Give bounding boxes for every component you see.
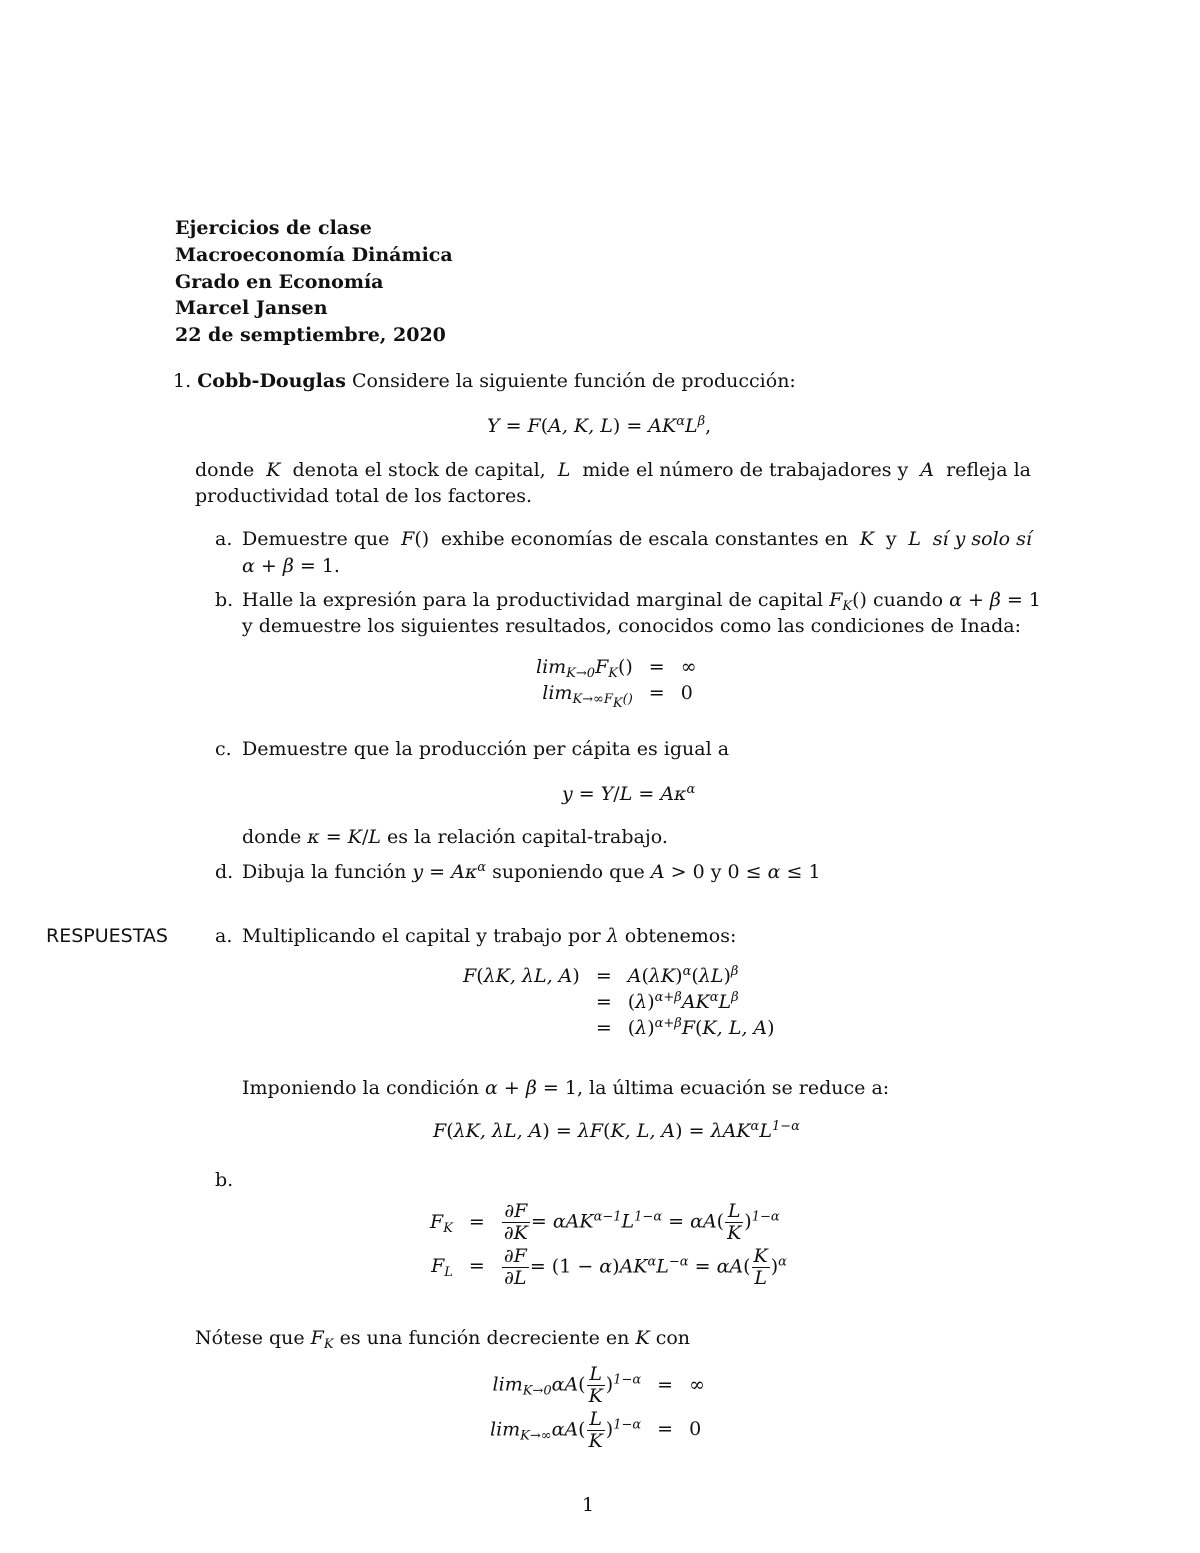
condition-A: A > 0 bbox=[650, 861, 705, 883]
item-d-line bbox=[242, 861, 821, 885]
note-text: con bbox=[655, 1327, 691, 1349]
item-a-text: y bbox=[885, 528, 897, 550]
description-line-1 bbox=[195, 459, 1031, 483]
item-a-text: Demuestre que bbox=[242, 528, 390, 550]
answer-a-label: a. bbox=[215, 925, 233, 947]
desc-word: donde bbox=[195, 459, 255, 481]
item-d-text: Dibuja la función bbox=[242, 861, 407, 883]
question-1-heading bbox=[173, 370, 796, 394]
condition-alpha-beta: α + β = 1 bbox=[485, 1077, 577, 1099]
doc-date: 22 de semptiembre, 2020 bbox=[175, 324, 446, 346]
kappa-definition: κ = K/L bbox=[307, 826, 381, 848]
item-b-label: b. bbox=[215, 589, 234, 611]
item-a-label: a. bbox=[215, 528, 233, 550]
impose-text: , la última ecuación se reduce a: bbox=[576, 1077, 890, 1099]
symbol-K: K bbox=[635, 1327, 650, 1349]
doc-title: Ejercicios de clase bbox=[175, 217, 372, 239]
item-c-label: c. bbox=[215, 738, 232, 760]
item-c-text: es la relación capital-trabajo. bbox=[387, 826, 668, 848]
item-b-text: Halle la expresión para la productividad marginal de capital bbox=[242, 589, 824, 611]
item-a-line-1 bbox=[242, 528, 1032, 552]
item-b-line-1 bbox=[242, 589, 1041, 613]
symbol-lambda: λ bbox=[606, 925, 619, 947]
question-intro: Considere la siguiente función de producción: bbox=[351, 370, 796, 392]
limit-results: $\lim_{K\to 0}\alpha A$( $\frac{L}{K}$ )$^{1-\alpha}$ = ∞ $\lim_{K\to\infty}\alpha A$( $\frac{L}{K}$ )$^{1-\alpha}$ = 0 bbox=[490, 1363, 705, 1452]
item-a-condition: α + β = 1. bbox=[242, 555, 340, 577]
symbol-L: L bbox=[557, 459, 571, 481]
desc-text: denota el stock de capital, bbox=[292, 459, 546, 481]
question-title: Cobb-Douglas bbox=[197, 370, 346, 392]
degree-name: Grado en Economía bbox=[175, 271, 384, 293]
answer-a-text bbox=[242, 925, 736, 949]
inada-conditions: $\lim_{K\to 0}F_K()$ = ∞ $\lim_{K\to\infty F_K()}$ = 0 bbox=[536, 656, 697, 711]
answer-a-text-part: obtenemos: bbox=[624, 925, 737, 947]
item-c-text: Demuestre que la producción per cápita es igual a bbox=[242, 738, 730, 760]
item-c-text: donde bbox=[242, 826, 302, 848]
author-name: Marcel Jansen bbox=[175, 297, 328, 319]
impose-text: Imponiendo la condición bbox=[242, 1077, 479, 1099]
answer-a-text-part: Multiplicando el capital y trabajo por bbox=[242, 925, 601, 947]
question-number: 1. bbox=[173, 370, 192, 392]
production-function-equation: Y = F(A, K, $L) = AK^\alpha L^\beta$, bbox=[487, 414, 712, 437]
note-text: Nótese que bbox=[195, 1327, 305, 1349]
answers-heading: RESPUESTAS bbox=[46, 925, 168, 947]
item-a-emphasis: sí y solo sí bbox=[932, 528, 1032, 550]
desc-text: mide el número de trabajadores y bbox=[582, 459, 909, 481]
symbol-K: K bbox=[266, 459, 281, 481]
note-line bbox=[195, 1327, 690, 1351]
item-d-text: y bbox=[710, 861, 722, 883]
symbol-F: F() bbox=[401, 528, 430, 550]
page-number: 1 bbox=[582, 1494, 595, 1516]
answer-b-label: b. bbox=[215, 1169, 234, 1191]
reduced-equation: F(λK, λL, A) = λF(K, L, $A) = \lambda AK^\alpha L^{1-\alpha}$ bbox=[433, 1119, 800, 1142]
symbol-FK: $F_K()$ bbox=[829, 589, 867, 614]
condition-alpha: 0 ≤ α ≤ 1 bbox=[727, 861, 821, 883]
impose-condition-line bbox=[242, 1077, 889, 1101]
item-b-line-2: y demuestre los siguientes resultados, conocidos como las condiciones de Inada: bbox=[242, 615, 1021, 637]
symbol-K: K bbox=[859, 528, 875, 550]
item-c-where bbox=[242, 826, 668, 850]
item-a-text: exhibe economías de escala constantes en bbox=[440, 528, 849, 550]
item-d-text: suponiendo que bbox=[492, 861, 645, 883]
scaling-derivation: F(λK, λL, A) = $A(\lambda K)^\alpha(\lambda L)^\beta$ = $(\lambda)^{\alpha+\beta}AK^\alpha L^\beta$ = $(\lambda)^{\alpha+\beta}F(K$, L, A) bbox=[463, 964, 775, 1039]
desc-text: refleja la bbox=[946, 459, 1031, 481]
description-line-2: productividad total de los factores. bbox=[195, 485, 533, 507]
item-d-label: d. bbox=[215, 861, 234, 883]
symbol-L: L bbox=[908, 528, 921, 550]
symbol-FK: $F_K$ bbox=[310, 1327, 334, 1352]
condition-alpha-beta: α + β = 1 bbox=[949, 589, 1041, 611]
note-text: es una función decreciente en bbox=[339, 1327, 630, 1349]
per-capita-equation: $y = Y/L = A\kappa^\alpha$ bbox=[562, 782, 696, 805]
symbol-A: A bbox=[920, 459, 935, 481]
function-y: $y = A\kappa^\alpha$ bbox=[412, 860, 487, 883]
item-b-text: cuando bbox=[872, 589, 944, 611]
marginal-products: $F_K$ = $\frac{\partial F}{\partial K}$ = $\alpha AK^{\alpha-1}L^{1-\alpha} = \alpha A$( $\frac{L}{K}$ )$^{1-\alpha}$ $F_L$ = $\frac{\partial F}{\partial L}$ = $(1 - \alpha)AK^\alpha L^{-\alpha} = \alpha A$( $\frac{K}{L}$ )$^\alpha$ bbox=[430, 1200, 787, 1289]
course-name: Macroeconomía Dinámica bbox=[175, 244, 453, 266]
